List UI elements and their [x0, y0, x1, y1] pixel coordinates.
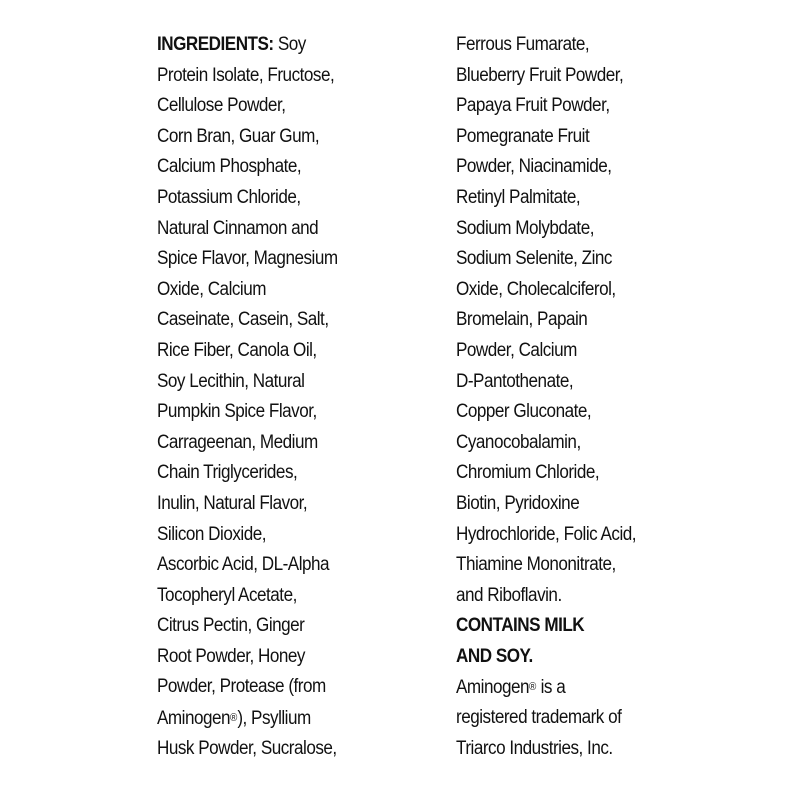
ingredients-line: Natural Cinnamon and: [157, 217, 319, 239]
trademark-line: registered trademark of: [456, 707, 622, 729]
ingredients-line: Retinyl Palmitate,: [456, 186, 581, 208]
ingredients-line: Protein Isolate, Fructose,: [157, 64, 335, 86]
ingredients-line: Carrageenan, Medium: [157, 431, 318, 453]
ingredients-line: Bromelain, Papain: [456, 309, 588, 331]
ingredients-column-right: [456, 30, 776, 764]
ingredients-line: Corn Bran, Guar Gum,: [157, 125, 320, 147]
ingredients-line: Soy Lecithin, Natural: [157, 370, 305, 392]
ingredients-line: Ascorbic Acid, DL-Alpha: [157, 554, 330, 576]
ingredients-line: Caseinate, Casein, Salt,: [157, 309, 329, 331]
ingredients-line: Rice Fiber, Canola Oil,: [157, 339, 317, 361]
ingredients-line: Thiamine Mononitrate,: [456, 554, 616, 576]
ingredients-line: Ferrous Fumarate,: [456, 34, 590, 55]
ingredients-line: Tocopheryl Acetate,: [157, 584, 297, 606]
ingredients-line: D-Pantothenate,: [456, 370, 574, 392]
ingredients-line: [157, 30, 418, 61]
ingredients-line: Powder, Niacinamide,: [456, 156, 612, 178]
ingredients-line: Oxide, Calcium: [157, 278, 267, 300]
ingredients-line: Biotin, Pyridoxine: [456, 492, 580, 514]
registered-mark: ®: [529, 681, 537, 694]
allergen-statement: CONTAINS MILK: [456, 615, 585, 637]
ingredients-line: Papaya Fruit Powder,: [456, 95, 610, 117]
ingredients-line: Cellulose Powder,: [157, 95, 286, 117]
ingredients-text: ), Psyllium: [237, 708, 311, 730]
ingredients-line: Silicon Dioxide,: [157, 523, 266, 545]
ingredients-line: Potassium Chloride,: [157, 186, 301, 208]
ingredients-line: Spice Flavor, Magnesium: [157, 248, 338, 270]
trademark-line: Triarco Industries, Inc.: [456, 737, 613, 759]
allergen-statement: AND SOY.: [456, 645, 533, 667]
ingredients-column-left: [157, 30, 447, 764]
ingredients-line: Citrus Pectin, Ginger: [157, 615, 305, 637]
ingredients-line: Inulin, Natural Flavor,: [157, 492, 308, 514]
ingredients-line: Hydrochloride, Folic Acid,: [456, 523, 637, 545]
ingredients-line: Sodium Selenite, Zinc: [456, 248, 612, 270]
ingredients-text: Soy: [277, 34, 306, 55]
ingredients-line: Powder, Protease (from: [157, 676, 326, 698]
aminogen-text: Aminogen: [456, 677, 530, 699]
ingredients-line: Cyanocobalamin,: [456, 431, 581, 453]
ingredients-line: Sodium Molybdate,: [456, 217, 594, 239]
trademark-line: [456, 672, 744, 703]
ingredients-line: Blueberry Fruit Powder,: [456, 64, 624, 86]
ingredients-line: Chain Triglycerides,: [157, 462, 298, 484]
ingredients-line: Calcium Phosphate,: [157, 156, 302, 178]
ingredients-line: Copper Gluconate,: [456, 401, 592, 423]
ingredients-line: [157, 703, 418, 734]
ingredients-line: Root Powder, Honey: [157, 645, 305, 667]
ingredients-line: Husk Powder, Sucralose,: [157, 737, 337, 759]
registered-mark: ®: [230, 712, 238, 725]
ingredients-heading: INGREDIENTS:: [157, 34, 274, 55]
aminogen-text: Aminogen: [157, 708, 231, 730]
ingredients-line: and Riboflavin.: [456, 584, 562, 606]
ingredients-line: Oxide, Cholecalciferol,: [456, 278, 616, 300]
trademark-text: is a: [536, 677, 566, 699]
ingredients-line: Pumpkin Spice Flavor,: [157, 401, 317, 423]
ingredients-line: Chromium Chloride,: [456, 462, 600, 484]
ingredients-line: Powder, Calcium: [456, 339, 577, 361]
ingredients-line: Pomegranate Fruit: [456, 125, 590, 147]
